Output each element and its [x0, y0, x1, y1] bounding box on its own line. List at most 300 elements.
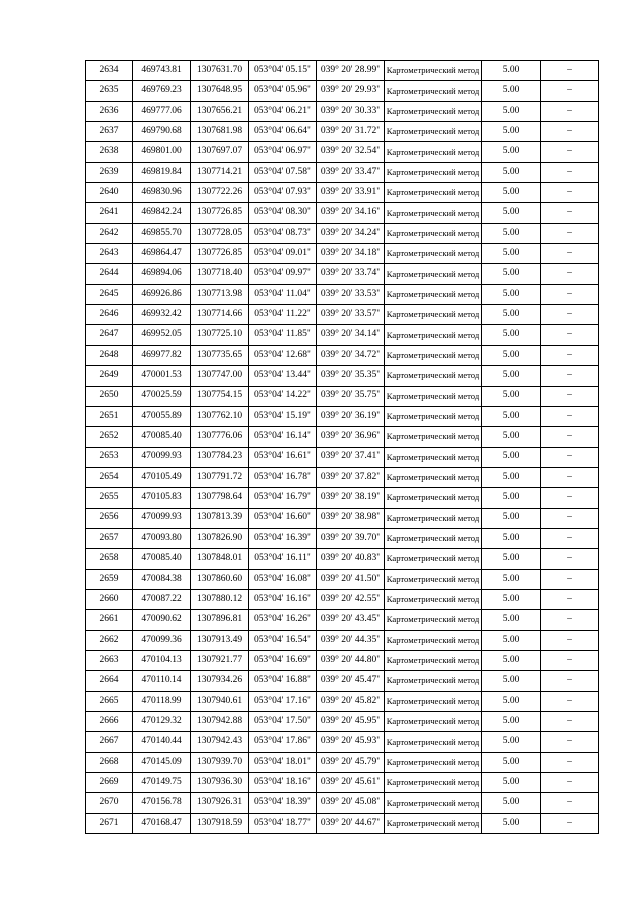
point-number-cell: 2641: [86, 203, 133, 223]
longitude-cell: 039° 20' 45.47": [317, 671, 385, 691]
latitude-cell: 053°04' 12.68": [249, 345, 317, 365]
y-coordinate-cell: 1307942.43: [191, 732, 249, 752]
accuracy-cell: 5.00: [482, 223, 541, 243]
method-cell: Картометрический метод: [385, 244, 482, 264]
latitude-cell: 053°04' 05.15": [249, 61, 317, 81]
table-row: [86, 122, 599, 142]
accuracy-cell: 5.00: [482, 732, 541, 752]
table-row: [86, 813, 599, 833]
latitude-cell: 053°04' 16.78": [249, 467, 317, 487]
longitude-cell: 039° 20' 43.45": [317, 610, 385, 630]
accuracy-cell: 5.00: [482, 61, 541, 81]
method-cell: Картометрический метод: [385, 793, 482, 813]
y-coordinate-cell: 1307813.39: [191, 508, 249, 528]
latitude-cell: 053°04' 16.39": [249, 528, 317, 548]
x-coordinate-cell: 469864.47: [133, 244, 191, 264]
note-cell: –: [541, 81, 599, 101]
point-number-cell: 2640: [86, 183, 133, 203]
longitude-cell: 039° 20' 34.18": [317, 244, 385, 264]
y-coordinate-cell: 1307936.30: [191, 773, 249, 793]
note-cell: –: [541, 345, 599, 365]
table-row: [86, 650, 599, 670]
latitude-cell: 053°04' 11.22": [249, 305, 317, 325]
method-cell: Картометрический метод: [385, 203, 482, 223]
y-coordinate-cell: 1307848.01: [191, 549, 249, 569]
x-coordinate-cell: 469790.68: [133, 122, 191, 142]
y-coordinate-cell: 1307631.70: [191, 61, 249, 81]
accuracy-cell: 5.00: [482, 691, 541, 711]
point-number-cell: 2638: [86, 142, 133, 162]
x-coordinate-cell: 470099.93: [133, 508, 191, 528]
note-cell: –: [541, 162, 599, 182]
x-coordinate-cell: 469819.84: [133, 162, 191, 182]
y-coordinate-cell: 1307913.49: [191, 630, 249, 650]
x-coordinate-cell: 469801.00: [133, 142, 191, 162]
table-row: [86, 732, 599, 752]
accuracy-cell: 5.00: [482, 671, 541, 691]
y-coordinate-cell: 1307722.26: [191, 183, 249, 203]
note-cell: –: [541, 488, 599, 508]
point-number-cell: 2660: [86, 589, 133, 609]
table-row: [86, 366, 599, 386]
x-coordinate-cell: 470140.44: [133, 732, 191, 752]
accuracy-cell: 5.00: [482, 345, 541, 365]
accuracy-cell: 5.00: [482, 813, 541, 833]
note-cell: –: [541, 630, 599, 650]
y-coordinate-cell: 1307934.26: [191, 671, 249, 691]
point-number-cell: 2669: [86, 773, 133, 793]
x-coordinate-cell: 469932.42: [133, 305, 191, 325]
x-coordinate-cell: 469743.81: [133, 61, 191, 81]
longitude-cell: 039° 20' 35.75": [317, 386, 385, 406]
x-coordinate-cell: 470129.32: [133, 712, 191, 732]
point-number-cell: 2657: [86, 528, 133, 548]
x-coordinate-cell: 469830.96: [133, 183, 191, 203]
y-coordinate-cell: 1307714.21: [191, 162, 249, 182]
note-cell: –: [541, 142, 599, 162]
table-row: [86, 752, 599, 772]
point-number-cell: 2645: [86, 284, 133, 304]
point-number-cell: 2643: [86, 244, 133, 264]
accuracy-cell: 5.00: [482, 406, 541, 426]
note-cell: –: [541, 223, 599, 243]
latitude-cell: 053°04' 11.04": [249, 284, 317, 304]
accuracy-cell: 5.00: [482, 325, 541, 345]
table-row: [86, 142, 599, 162]
table-row: [86, 406, 599, 426]
note-cell: –: [541, 264, 599, 284]
point-number-cell: 2656: [86, 508, 133, 528]
y-coordinate-cell: 1307762.10: [191, 406, 249, 426]
y-coordinate-cell: 1307896.81: [191, 610, 249, 630]
latitude-cell: 053°04' 16.69": [249, 650, 317, 670]
longitude-cell: 039° 20' 45.95": [317, 712, 385, 732]
method-cell: Картометрический метод: [385, 488, 482, 508]
point-number-cell: 2655: [86, 488, 133, 508]
point-number-cell: 2637: [86, 122, 133, 142]
x-coordinate-cell: 469926.86: [133, 284, 191, 304]
longitude-cell: 039° 20' 40.83": [317, 549, 385, 569]
x-coordinate-cell: 470104.13: [133, 650, 191, 670]
latitude-cell: 053°04' 06.21": [249, 101, 317, 121]
method-cell: Картометрический метод: [385, 101, 482, 121]
method-cell: Картометрический метод: [385, 81, 482, 101]
note-cell: –: [541, 671, 599, 691]
x-coordinate-cell: 470099.93: [133, 447, 191, 467]
note-cell: –: [541, 813, 599, 833]
table-row: [86, 691, 599, 711]
table-row: [86, 549, 599, 569]
note-cell: –: [541, 305, 599, 325]
table-row: [86, 488, 599, 508]
note-cell: –: [541, 284, 599, 304]
x-coordinate-cell: 469777.06: [133, 101, 191, 121]
table-row: [86, 345, 599, 365]
table-row: [86, 610, 599, 630]
point-number-cell: 2635: [86, 81, 133, 101]
accuracy-cell: 5.00: [482, 773, 541, 793]
point-number-cell: 2661: [86, 610, 133, 630]
point-number-cell: 2650: [86, 386, 133, 406]
longitude-cell: 039° 20' 32.54": [317, 142, 385, 162]
accuracy-cell: 5.00: [482, 589, 541, 609]
accuracy-cell: 5.00: [482, 488, 541, 508]
method-cell: Картометрический метод: [385, 305, 482, 325]
accuracy-cell: 5.00: [482, 81, 541, 101]
longitude-cell: 039° 20' 33.47": [317, 162, 385, 182]
accuracy-cell: 5.00: [482, 162, 541, 182]
coordinates-table: [85, 60, 599, 834]
latitude-cell: 053°04' 16.14": [249, 427, 317, 447]
latitude-cell: 053°04' 15.19": [249, 406, 317, 426]
latitude-cell: 053°04' 18.16": [249, 773, 317, 793]
x-coordinate-cell: 470087.22: [133, 589, 191, 609]
method-cell: Картометрический метод: [385, 671, 482, 691]
note-cell: –: [541, 589, 599, 609]
table-row: [86, 386, 599, 406]
accuracy-cell: 5.00: [482, 264, 541, 284]
accuracy-cell: 5.00: [482, 650, 541, 670]
longitude-cell: 039° 20' 31.72": [317, 122, 385, 142]
latitude-cell: 053°04' 08.73": [249, 223, 317, 243]
y-coordinate-cell: 1307921.77: [191, 650, 249, 670]
table-row: [86, 528, 599, 548]
x-coordinate-cell: 470099.36: [133, 630, 191, 650]
accuracy-cell: 5.00: [482, 752, 541, 772]
accuracy-cell: 5.00: [482, 447, 541, 467]
x-coordinate-cell: 470090.62: [133, 610, 191, 630]
accuracy-cell: 5.00: [482, 203, 541, 223]
x-coordinate-cell: 470105.83: [133, 488, 191, 508]
point-number-cell: 2647: [86, 325, 133, 345]
table-row: [86, 183, 599, 203]
table-row: [86, 793, 599, 813]
x-coordinate-cell: 470085.40: [133, 427, 191, 447]
latitude-cell: 053°04' 16.79": [249, 488, 317, 508]
point-number-cell: 2666: [86, 712, 133, 732]
note-cell: –: [541, 712, 599, 732]
point-number-cell: 2649: [86, 366, 133, 386]
table-row: [86, 284, 599, 304]
method-cell: Картометрический метод: [385, 732, 482, 752]
method-cell: Картометрический метод: [385, 650, 482, 670]
longitude-cell: 039° 20' 39.70": [317, 528, 385, 548]
point-number-cell: 2671: [86, 813, 133, 833]
latitude-cell: 053°04' 07.93": [249, 183, 317, 203]
method-cell: Картометрический метод: [385, 447, 482, 467]
table-row: [86, 712, 599, 732]
y-coordinate-cell: 1307747.00: [191, 366, 249, 386]
latitude-cell: 053°04' 07.58": [249, 162, 317, 182]
method-cell: Картометрический метод: [385, 630, 482, 650]
note-cell: –: [541, 732, 599, 752]
method-cell: Картометрический метод: [385, 223, 482, 243]
method-cell: Картометрический метод: [385, 691, 482, 711]
latitude-cell: 053°04' 08.30": [249, 203, 317, 223]
accuracy-cell: 5.00: [482, 427, 541, 447]
latitude-cell: 053°04' 17.16": [249, 691, 317, 711]
longitude-cell: 039° 20' 36.96": [317, 427, 385, 447]
accuracy-cell: 5.00: [482, 630, 541, 650]
table-body: [86, 61, 599, 834]
point-number-cell: 2670: [86, 793, 133, 813]
point-number-cell: 2652: [86, 427, 133, 447]
method-cell: Картометрический метод: [385, 508, 482, 528]
longitude-cell: 039° 20' 30.33": [317, 101, 385, 121]
accuracy-cell: 5.00: [482, 142, 541, 162]
longitude-cell: 039° 20' 38.19": [317, 488, 385, 508]
longitude-cell: 039° 20' 45.82": [317, 691, 385, 711]
latitude-cell: 053°04' 06.97": [249, 142, 317, 162]
latitude-cell: 053°04' 16.26": [249, 610, 317, 630]
note-cell: –: [541, 406, 599, 426]
longitude-cell: 039° 20' 29.93": [317, 81, 385, 101]
longitude-cell: 039° 20' 37.82": [317, 467, 385, 487]
longitude-cell: 039° 20' 28.99": [317, 61, 385, 81]
longitude-cell: 039° 20' 34.14": [317, 325, 385, 345]
note-cell: –: [541, 61, 599, 81]
table-row: [86, 427, 599, 447]
note-cell: –: [541, 244, 599, 264]
note-cell: –: [541, 447, 599, 467]
accuracy-cell: 5.00: [482, 101, 541, 121]
point-number-cell: 2654: [86, 467, 133, 487]
point-number-cell: 2636: [86, 101, 133, 121]
longitude-cell: 039° 20' 36.19": [317, 406, 385, 426]
point-number-cell: 2646: [86, 305, 133, 325]
latitude-cell: 053°04' 16.11": [249, 549, 317, 569]
latitude-cell: 053°04' 09.97": [249, 264, 317, 284]
longitude-cell: 039° 20' 33.53": [317, 284, 385, 304]
accuracy-cell: 5.00: [482, 122, 541, 142]
method-cell: Картометрический метод: [385, 569, 482, 589]
longitude-cell: 039° 20' 45.08": [317, 793, 385, 813]
y-coordinate-cell: 1307735.65: [191, 345, 249, 365]
accuracy-cell: 5.00: [482, 549, 541, 569]
table-row: [86, 589, 599, 609]
x-coordinate-cell: 469855.70: [133, 223, 191, 243]
y-coordinate-cell: 1307880.12: [191, 589, 249, 609]
table-row: [86, 223, 599, 243]
method-cell: Картометрический метод: [385, 183, 482, 203]
y-coordinate-cell: 1307725.10: [191, 325, 249, 345]
point-number-cell: 2651: [86, 406, 133, 426]
table-row: [86, 264, 599, 284]
x-coordinate-cell: 470145.09: [133, 752, 191, 772]
method-cell: Картометрический метод: [385, 549, 482, 569]
x-coordinate-cell: 469952.05: [133, 325, 191, 345]
accuracy-cell: 5.00: [482, 183, 541, 203]
x-coordinate-cell: 470105.49: [133, 467, 191, 487]
table-row: [86, 773, 599, 793]
longitude-cell: 039° 20' 37.41": [317, 447, 385, 467]
method-cell: Картометрический метод: [385, 406, 482, 426]
table-row: [86, 162, 599, 182]
y-coordinate-cell: 1307697.07: [191, 142, 249, 162]
table-row: [86, 61, 599, 81]
longitude-cell: 039° 20' 42.55": [317, 589, 385, 609]
method-cell: Картометрический метод: [385, 752, 482, 772]
longitude-cell: 039° 20' 35.35": [317, 366, 385, 386]
latitude-cell: 053°04' 16.08": [249, 569, 317, 589]
y-coordinate-cell: 1307860.60: [191, 569, 249, 589]
x-coordinate-cell: 470093.80: [133, 528, 191, 548]
accuracy-cell: 5.00: [482, 610, 541, 630]
point-number-cell: 2668: [86, 752, 133, 772]
longitude-cell: 039° 20' 44.67": [317, 813, 385, 833]
point-number-cell: 2664: [86, 671, 133, 691]
note-cell: –: [541, 569, 599, 589]
note-cell: –: [541, 203, 599, 223]
x-coordinate-cell: 470055.89: [133, 406, 191, 426]
x-coordinate-cell: 470118.99: [133, 691, 191, 711]
table-row: [86, 81, 599, 101]
longitude-cell: 039° 20' 44.80": [317, 650, 385, 670]
latitude-cell: 053°04' 16.61": [249, 447, 317, 467]
table-row: [86, 569, 599, 589]
point-number-cell: 2642: [86, 223, 133, 243]
accuracy-cell: 5.00: [482, 305, 541, 325]
table-row: [86, 203, 599, 223]
method-cell: Картометрический метод: [385, 122, 482, 142]
x-coordinate-cell: 469894.06: [133, 264, 191, 284]
accuracy-cell: 5.00: [482, 366, 541, 386]
latitude-cell: 053°04' 16.88": [249, 671, 317, 691]
y-coordinate-cell: 1307714.66: [191, 305, 249, 325]
accuracy-cell: 5.00: [482, 712, 541, 732]
note-cell: –: [541, 528, 599, 548]
longitude-cell: 039° 20' 45.93": [317, 732, 385, 752]
accuracy-cell: 5.00: [482, 284, 541, 304]
longitude-cell: 039° 20' 33.57": [317, 305, 385, 325]
method-cell: Картометрический метод: [385, 284, 482, 304]
method-cell: Картометрический метод: [385, 366, 482, 386]
longitude-cell: 039° 20' 45.61": [317, 773, 385, 793]
method-cell: Картометрический метод: [385, 589, 482, 609]
x-coordinate-cell: 470084.38: [133, 569, 191, 589]
x-coordinate-cell: 470025.59: [133, 386, 191, 406]
y-coordinate-cell: 1307798.64: [191, 488, 249, 508]
note-cell: –: [541, 793, 599, 813]
point-number-cell: 2639: [86, 162, 133, 182]
point-number-cell: 2658: [86, 549, 133, 569]
table-row: [86, 244, 599, 264]
y-coordinate-cell: 1307713.98: [191, 284, 249, 304]
y-coordinate-cell: 1307784.23: [191, 447, 249, 467]
accuracy-cell: 5.00: [482, 386, 541, 406]
point-number-cell: 2667: [86, 732, 133, 752]
point-number-cell: 2662: [86, 630, 133, 650]
note-cell: –: [541, 101, 599, 121]
latitude-cell: 053°04' 18.39": [249, 793, 317, 813]
table-row: [86, 101, 599, 121]
y-coordinate-cell: 1307681.98: [191, 122, 249, 142]
latitude-cell: 053°04' 14.22": [249, 386, 317, 406]
point-number-cell: 2665: [86, 691, 133, 711]
note-cell: –: [541, 183, 599, 203]
y-coordinate-cell: 1307791.72: [191, 467, 249, 487]
method-cell: Картометрический метод: [385, 712, 482, 732]
table-row: [86, 630, 599, 650]
method-cell: Картометрический метод: [385, 528, 482, 548]
method-cell: Картометрический метод: [385, 386, 482, 406]
table-row: [86, 508, 599, 528]
point-number-cell: 2634: [86, 61, 133, 81]
note-cell: –: [541, 549, 599, 569]
table-row: [86, 325, 599, 345]
table-row: [86, 467, 599, 487]
method-cell: Картометрический метод: [385, 264, 482, 284]
method-cell: Картометрический метод: [385, 345, 482, 365]
note-cell: –: [541, 122, 599, 142]
point-number-cell: 2653: [86, 447, 133, 467]
y-coordinate-cell: 1307754.15: [191, 386, 249, 406]
latitude-cell: 053°04' 18.77": [249, 813, 317, 833]
method-cell: Картометрический метод: [385, 813, 482, 833]
longitude-cell: 039° 20' 34.16": [317, 203, 385, 223]
latitude-cell: 053°04' 17.86": [249, 732, 317, 752]
note-cell: –: [541, 427, 599, 447]
accuracy-cell: 5.00: [482, 793, 541, 813]
accuracy-cell: 5.00: [482, 508, 541, 528]
y-coordinate-cell: 1307718.40: [191, 264, 249, 284]
latitude-cell: 053°04' 09.01": [249, 244, 317, 264]
point-number-cell: 2648: [86, 345, 133, 365]
x-coordinate-cell: 470110.14: [133, 671, 191, 691]
method-cell: Картометрический метод: [385, 773, 482, 793]
y-coordinate-cell: 1307926.31: [191, 793, 249, 813]
point-number-cell: 2663: [86, 650, 133, 670]
accuracy-cell: 5.00: [482, 244, 541, 264]
point-number-cell: 2644: [86, 264, 133, 284]
longitude-cell: 039° 20' 33.91": [317, 183, 385, 203]
y-coordinate-cell: 1307648.95: [191, 81, 249, 101]
latitude-cell: 053°04' 16.16": [249, 589, 317, 609]
longitude-cell: 039° 20' 33.74": [317, 264, 385, 284]
x-coordinate-cell: 470085.40: [133, 549, 191, 569]
y-coordinate-cell: 1307826.90: [191, 528, 249, 548]
note-cell: –: [541, 650, 599, 670]
table-row: [86, 305, 599, 325]
x-coordinate-cell: 470001.53: [133, 366, 191, 386]
table-row: [86, 671, 599, 691]
accuracy-cell: 5.00: [482, 467, 541, 487]
note-cell: –: [541, 508, 599, 528]
note-cell: –: [541, 691, 599, 711]
latitude-cell: 053°04' 06.64": [249, 122, 317, 142]
latitude-cell: 053°04' 17.50": [249, 712, 317, 732]
x-coordinate-cell: 470149.75: [133, 773, 191, 793]
